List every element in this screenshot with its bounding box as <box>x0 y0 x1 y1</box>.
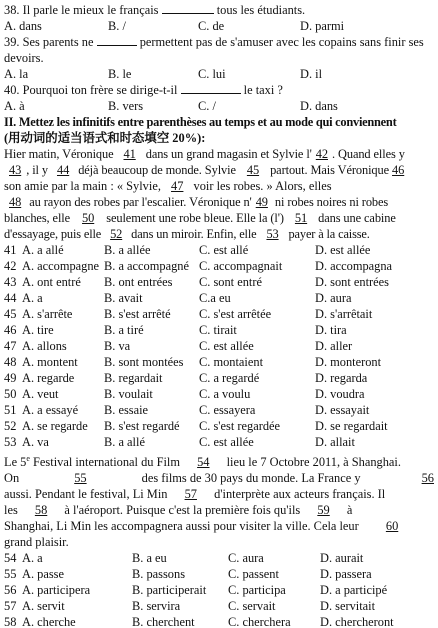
option-d: D. se regardait <box>315 419 388 433</box>
option-b: B. passons <box>132 567 186 581</box>
q38-stem-a: 38. Il parle le mieux le français <box>4 3 159 17</box>
option-d: D. passera <box>320 567 372 581</box>
blank-52: 52 <box>110 227 123 241</box>
question-number: 41 <box>4 243 17 257</box>
option-b: B. a eu <box>132 551 167 565</box>
option-c: C. a regardé <box>199 371 260 385</box>
blank-60: 60 <box>385 519 399 533</box>
blank-57: 57 <box>184 487 197 501</box>
option-a: A. a allé <box>22 243 64 257</box>
option-c: C.a eu <box>199 291 231 305</box>
passage-1-line-4: 48 au rayon des robes par l'escalier. Véronique n' 49 ni robes noires ni robes <box>4 194 434 210</box>
q40-option-b: B. vers <box>108 99 144 113</box>
q38-option-c: C. de <box>198 19 225 33</box>
option-row-47 <box>4 338 434 354</box>
option-row-50 <box>4 386 434 402</box>
option-row-45 <box>4 306 434 322</box>
question-number: 55 <box>4 567 17 581</box>
q39-stem-c: devoirs. <box>4 51 44 65</box>
passage-2-line-5: Shanghai, Li Min les accompagnera aussi pour visiter la ville. Cela leur 60 <box>4 519 399 533</box>
option-row-51 <box>4 402 434 418</box>
q38-stem-b: tous les étudiants. <box>216 3 306 17</box>
passage-2-line-4: les 58 à l'aéroport. Puisque c'est la première fois qu'ils 59 à <box>4 503 353 517</box>
q40-stem-b: le taxi ? <box>243 83 283 97</box>
options-grid-41-53 <box>4 242 434 450</box>
option-d: D. aura <box>315 291 352 305</box>
option-d: D. allait <box>315 435 355 449</box>
option-row-55 <box>4 566 434 582</box>
q40-option-d: D. dans <box>300 99 338 113</box>
option-a: A. ont entré <box>22 275 81 289</box>
q39-option-a: A. la <box>4 67 29 81</box>
blank-55: 55 <box>74 471 87 485</box>
option-d: D. regarda <box>315 371 368 385</box>
option-d: D. aurait <box>320 551 364 565</box>
blank-54: 54 <box>197 455 210 469</box>
q40-option-c: C. / <box>198 99 216 113</box>
blank-56: 56 <box>421 471 434 485</box>
question-number: 46 <box>4 323 17 337</box>
blank-47: 47 <box>171 179 184 193</box>
option-d: D. accompagna <box>315 259 393 273</box>
option-d: D. monteront <box>315 355 382 369</box>
question-40 <box>4 82 434 98</box>
option-b: B. ont entrées <box>104 275 173 289</box>
option-c: C. s'est regardée <box>199 419 281 433</box>
option-a: A. a <box>22 551 43 565</box>
question-number: 57 <box>4 599 17 613</box>
option-c: C. montaient <box>199 355 264 369</box>
question-number: 44 <box>4 291 17 305</box>
option-row-46 <box>4 322 434 338</box>
option-d: D. servitait <box>320 599 376 613</box>
option-c: C. tirait <box>199 323 237 337</box>
question-number: 52 <box>4 419 17 433</box>
question-number: 58 <box>4 615 17 628</box>
option-b: B. essaie <box>104 403 149 417</box>
option-d: D. a participé <box>320 583 388 597</box>
option-b: B. participerait <box>132 583 207 597</box>
q39-option-c: C. lui <box>198 67 226 81</box>
option-row-54 <box>4 550 434 566</box>
question-number: 47 <box>4 339 17 353</box>
passage-1-line-5: blanches, elle 50 seulement une robe bleue. Elle la (l') 51 dans une cabine <box>4 211 396 225</box>
options-grid-54-58 <box>4 550 434 628</box>
option-b: B. s'est regardé <box>104 419 180 433</box>
option-a: A. s'arrête <box>22 307 73 321</box>
option-row-43 <box>4 274 434 290</box>
q39-options <box>4 66 434 82</box>
question-number: 54 <box>4 551 17 565</box>
option-row-44 <box>4 290 434 306</box>
option-d: D. essayait <box>315 403 370 417</box>
option-c: C. accompagnait <box>199 259 283 273</box>
blank-51: 51 <box>294 211 308 225</box>
section-2-subtitle: (用动词的适当语式和时态填空 20%): <box>4 131 206 145</box>
option-row-48 <box>4 354 434 370</box>
option-row-42 <box>4 258 434 274</box>
question-number: 49 <box>4 371 17 385</box>
option-c: C. aura <box>228 551 264 565</box>
option-a: A. tire <box>22 323 54 337</box>
option-a: A. se regarde <box>22 419 88 433</box>
option-row-41 <box>4 242 434 258</box>
option-c: C. sont entré <box>199 275 262 289</box>
blank-46: 46 <box>392 163 405 177</box>
option-a: A. accompagne <box>22 259 100 273</box>
blank-50: 50 <box>82 211 95 225</box>
q38-option-a: A. dans <box>4 19 42 33</box>
option-b: B. s'est arrêté <box>104 307 171 321</box>
option-d: D. aller <box>315 339 353 353</box>
blank-53: 53 <box>266 227 279 241</box>
question-number: 51 <box>4 403 17 417</box>
passage-2-line-6: grand plaisir. <box>4 535 69 549</box>
passage-2-line-1: Le 5e Festival international du Film 54 lieu le 7 Octobre 2011, à Shanghai. <box>4 453 401 469</box>
option-b: B. a allée <box>104 243 151 257</box>
option-row-53 <box>4 434 434 450</box>
q38-blank <box>162 2 214 14</box>
blank-58: 58 <box>34 503 48 517</box>
option-d: D. est allée <box>315 243 371 257</box>
question-39 <box>4 34 434 50</box>
blank-48: 48 <box>9 195 22 209</box>
passage-1-line-6: d'essayage, puis elle 52 dans un miroir. Enfin, elle 53 payer à la caisse. <box>4 227 370 241</box>
option-a: A. participera <box>22 583 91 597</box>
option-d: D. sont entrées <box>315 275 389 289</box>
q39-option-b: B. le <box>108 67 132 81</box>
q39-option-d: D. il <box>300 67 323 81</box>
option-row-52 <box>4 418 434 434</box>
q40-options <box>4 98 434 114</box>
q39-stem-b: permettent pas de s'amuser avec les copains sans finir ses <box>139 35 424 49</box>
option-row-57 <box>4 598 434 614</box>
option-c: C. est allé <box>199 243 249 257</box>
q38-option-d: D. parmi <box>300 19 345 33</box>
option-a: A. veut <box>22 387 59 401</box>
option-d: D. tira <box>315 323 347 337</box>
option-b: B. a allé <box>104 435 145 449</box>
option-a: A. a <box>22 291 43 305</box>
section-2-title: II. Mettez les infinitifs entre parenthèses au temps et au mode qui conviennent <box>4 115 397 129</box>
option-a: A. cherche <box>22 615 76 628</box>
option-a: A. servit <box>22 599 65 613</box>
option-a: A. va <box>22 435 49 449</box>
blank-45: 45 <box>246 163 260 177</box>
blank-59: 59 <box>317 503 330 517</box>
question-number: 53 <box>4 435 17 449</box>
question-number: 42 <box>4 259 17 273</box>
option-b: B. a accompagné <box>104 259 189 273</box>
passage-1-line-1: Hier matin, Véronique 41 dans un grand magasin et Sylvie l' 42 . Quand elles y <box>4 147 405 161</box>
option-b: B. va <box>104 339 131 353</box>
option-b: B. voulait <box>104 387 153 401</box>
q39-blank <box>97 34 137 46</box>
q40-stem-a: 40. Pourquoi ton frère se dirige-t-il <box>4 83 178 97</box>
blank-43: 43 <box>9 163 22 177</box>
option-c: C. servait <box>228 599 276 613</box>
option-b: B. sont montées <box>104 355 184 369</box>
question-number: 45 <box>4 307 17 321</box>
option-a: A. regarde <box>22 371 75 385</box>
option-row-58 <box>4 614 434 628</box>
option-a: A. passe <box>22 567 64 581</box>
passage-1-line-2: 43 , il y 44 déjà beaucoup de monde. Sylvie 45 partout. Mais Véronique 46 <box>4 162 434 178</box>
exam-page <box>4 2 434 628</box>
option-b: B. servira <box>132 599 181 613</box>
option-c: C. essayera <box>199 403 256 417</box>
option-row-56 <box>4 582 434 598</box>
option-d: D. voudra <box>315 387 365 401</box>
passage-1-line-3: son amie par la main : « Sylvie, 47 voir les robes. » Alors, elles <box>4 179 332 193</box>
q38-option-b: B. / <box>108 19 126 33</box>
option-b: B. cherchent <box>132 615 195 628</box>
q40-option-a: A. à <box>4 99 25 113</box>
option-b: B. regardait <box>104 371 163 385</box>
option-c: C. a voulu <box>199 387 251 401</box>
option-a: A. allons <box>22 339 67 353</box>
option-c: C. est allée <box>199 339 254 353</box>
question-38 <box>4 2 434 18</box>
passage-2-line-3: aussi. Pendant le festival, Li Min 57 d'interprète aux acteurs français. Il <box>4 487 386 501</box>
option-c: C. s'est arrêtée <box>199 307 272 321</box>
option-c: C. passent <box>228 567 279 581</box>
blank-41: 41 <box>123 147 136 161</box>
option-b: B. avait <box>104 291 143 305</box>
passage-2-line-2: On 55 des films de 30 pays du monde. La France y 56 <box>4 471 434 485</box>
option-a: A. a essayé <box>22 403 79 417</box>
option-c: C. participa <box>228 583 286 597</box>
option-d: D. chercheront <box>320 615 394 628</box>
question-number: 43 <box>4 275 17 289</box>
question-number: 48 <box>4 355 17 369</box>
q39-stem-a: 39. Ses parents ne <box>4 35 94 49</box>
option-c: C. cherchera <box>228 615 291 628</box>
blank-42: 42 <box>315 147 328 161</box>
option-a: A. montent <box>22 355 78 369</box>
q38-options <box>4 18 434 34</box>
question-number: 56 <box>4 583 17 597</box>
option-d: D. s'arrêtait <box>315 307 373 321</box>
question-number: 50 <box>4 387 17 401</box>
option-b: B. a tiré <box>104 323 144 337</box>
q40-blank <box>181 82 241 94</box>
option-c: C. est allée <box>199 435 254 449</box>
option-row-49 <box>4 370 434 386</box>
blank-44: 44 <box>56 163 70 177</box>
blank-49: 49 <box>255 195 268 209</box>
